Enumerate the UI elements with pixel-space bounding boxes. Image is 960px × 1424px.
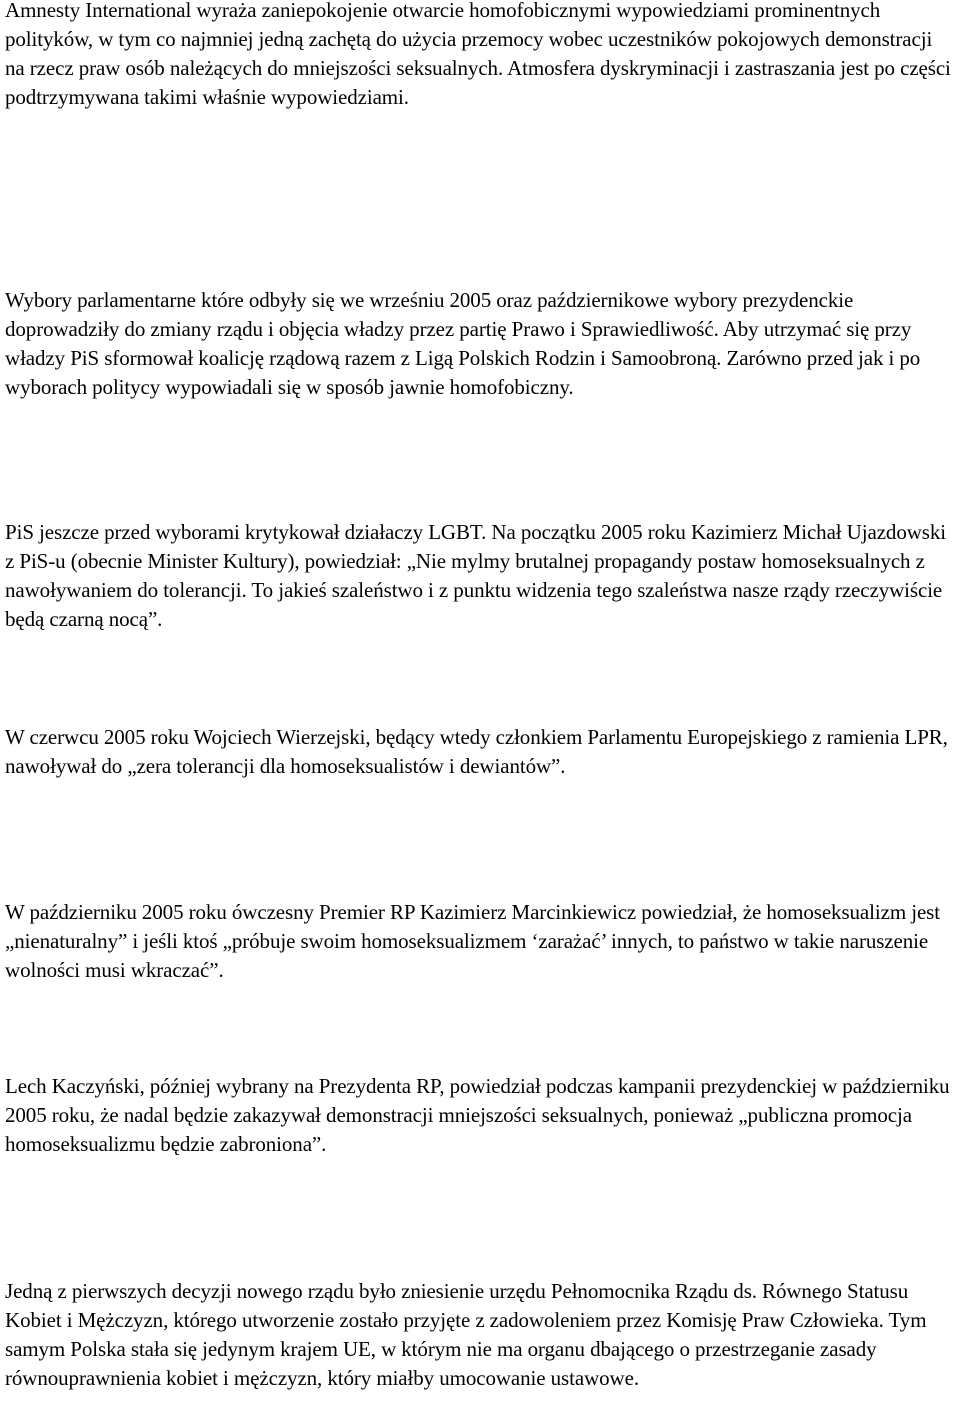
paragraph-wierzejski: W czerwcu 2005 roku Wojciech Wierzejski, będący wtedy członkiem Parlamentu Europejskiego z ramienia LPR, nawoływał do „zera tolerancji dla homoseksualistów i dewiantów”. bbox=[5, 725, 948, 778]
paragraph-kaczynski: Lech Kaczyński, później wybrany na Prezydenta RP, powiedział podczas kampanii prezydenckiej w październiku 2005 roku, że nadal będzie zakazywał demonstracji mniejszości seksualnych, ponieważ „publiczna promocja homoseksualizmu będzie zabroniona”. bbox=[5, 1074, 950, 1156]
paragraph-pis-lgbt-criticism: PiS jeszcze przed wyborami krytykował działaczy LGBT. Na początku 2005 roku Kazimierz Michał Ujazdowski z PiS-u (obecnie Minister Kultury), powiedział: „Nie mylmy brutalnej propagandy postaw homoseksualnych z nawoływaniem do tolerancji. To jakieś szaleństwo i z punktu widzenia tego szaleństwa nasze rządy rzeczywiście będą czarną nocą”. bbox=[5, 520, 946, 631]
paragraph-elections-2005: Wybory parlamentarne które odbyły się we wrześniu 2005 oraz październikowe wybory prezydenckie doprowadziły do zmiany rządu i objęcia władzy przez partię Prawo i Sprawiedliwość. Aby utrzymać się przy władzy PiS sformował koalicję rządową razem z Ligą Polskich Rodzin i Samoobroną. Zarówno przed jak i po wyborach politycy wypowiadali się w sposób jawnie homofobiczny. bbox=[5, 288, 921, 399]
paragraph-amnesty-concern: Amnesty International wyraża zaniepokojenie otwarcie homofobicznymi wypowiedziami prominentnych polityków, w tym co najmniej jedną zachętą do użycia przemocy wobec uczestników pokojowych demonstracji na rzecz praw osób należących do mniejszości seksualnych. Atmosfera dyskryminacji i zastraszania jest po części podtrzymywana takimi właśnie wypowiedziami. bbox=[5, 0, 951, 109]
paragraph-equality-office: Jedną z pierwszych decyzji nowego rządu było zniesienie urzędu Pełnomocnika Rządu ds. Równego Statusu Kobiet i Mężczyzn, którego utworzenie zostało przyjęte z zadowoleniem przez Komisję Praw Człowieka. Tym samym Polska stała się jedynym krajem UE, w którym nie ma organu dbającego o przestrzeganie zasady równouprawnienia kobiet i mężczyzn, który miałby umocowanie ustawowe. bbox=[5, 1279, 927, 1390]
paragraph-marcinkiewicz: W październiku 2005 roku ówczesny Premier RP Kazimierz Marcinkiewicz powiedział, że homoseksualizm jest „nienaturalny” i jeśli ktoś „próbuje swoim homoseksualizmem ‘zarażać’ innych, to państwo w takie naruszenie wolności musi wkraczać”. bbox=[5, 900, 940, 982]
